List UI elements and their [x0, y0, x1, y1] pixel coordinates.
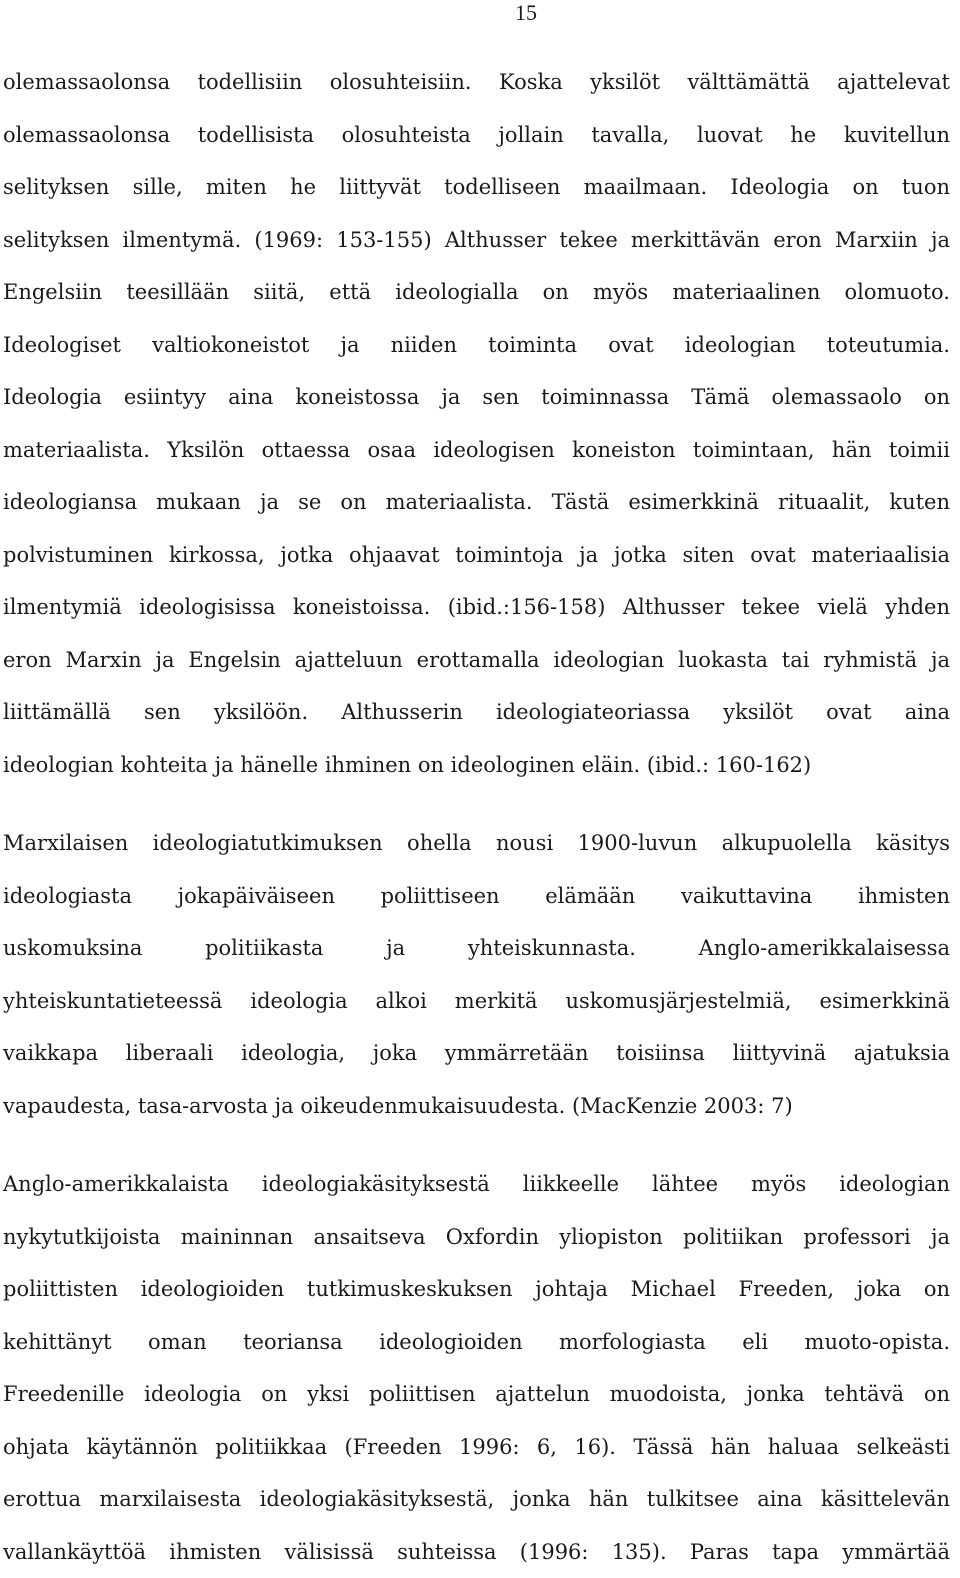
text-line: ilmentymiä ideologisissa koneistoissa. (ibid.:156-158) Althusser tekee vielä yhden	[3, 595, 950, 619]
text-line: Marxilaisen ideologiatutkimuksen ohella nousi 1900-luvun alkupuolella käsitys	[3, 831, 950, 855]
text-line: poliittisten ideologioiden tutkimuskeskuksen johtaja Michael Freeden, joka on	[3, 1277, 950, 1301]
text-line: Ideologiset valtiokoneistot ja niiden toiminta ovat ideologian toteutumia.	[3, 332, 950, 357]
page-number: 15	[515, 0, 537, 25]
paragraph-2	[3, 817, 950, 1132]
text-line: ideologiasta jokapäiväiseen poliittiseen elämään vaikuttavina ihmisten	[3, 883, 950, 908]
paragraph-gap	[3, 791, 950, 817]
text-line: vaikkapa liberaali ideologia, joka ymmärretään toisiinsa liittyvinä ajatuksia	[3, 1041, 950, 1065]
text-line: polvistuminen kirkossa, jotka ohjaavat toimintoja ja jotka siten ovat materiaalisia	[3, 542, 950, 567]
text-line: erottua marxilaisesta ideologiakäsityksestä, jonka hän tulkitsee aina käsittelevän	[3, 1487, 950, 1511]
text-line: olemassaolonsa todellisista olosuhteista jollain tavalla, luovat he kuvitellun	[3, 122, 950, 147]
text-line: eron Marxin ja Engelsin ajatteluun erottamalla ideologian luokasta tai ryhmistä ja	[3, 647, 950, 672]
paragraph-gap	[3, 1132, 950, 1158]
text-line: vapaudesta, tasa-arvosta ja oikeudenmukaisuudesta. (MacKenzie 2003: 7)	[3, 1093, 793, 1118]
text-line: nykytutkijoista maininnan ansaitseva Oxfordin yliopiston politiikan professori ja	[3, 1224, 950, 1249]
text-line: Freedenille ideologia on yksi poliittisen ajattelun muodoista, jonka tehtävä on	[3, 1382, 950, 1406]
text-line: ideologiansa mukaan ja se on materiaalista. Tästä esimerkkinä rituaalit, kuten	[3, 490, 950, 514]
text-line: olemassaolonsa todellisiin olosuhteisiin. Koska yksilöt välttämättä ajattelevat	[3, 70, 950, 94]
paragraph-3	[3, 1158, 950, 1578]
text-line: liittämällä sen yksilöön. Althusserin ideologiateoriassa yksilöt ovat aina	[3, 700, 950, 724]
text-line: kehittänyt oman teoriansa ideologioiden morfologiasta eli muoto-opista.	[3, 1329, 950, 1354]
text-line: selityksen ilmentymä. (1969: 153-155) Althusser tekee merkittävän eron Marxiin ja	[3, 227, 950, 252]
text-line: vallankäyttöä ihmisten välisissä suhteissa (1996: 135). Paras tapa ymmärtää	[3, 1539, 950, 1564]
paragraph-1	[3, 56, 950, 791]
text-line: Anglo-amerikkalaista ideologiakäsityksestä liikkeelle lähtee myös ideologian	[3, 1172, 950, 1196]
text-line: ohjata käytännön politiikkaa (Freeden 1996: 6, 16). Tässä hän haluaa selkeästi	[3, 1434, 950, 1459]
text-line: ideologian kohteita ja hänelle ihminen on ideologinen eläin. (ibid.: 160-162)	[3, 752, 812, 777]
text-line: Engelsiin teesillään siitä, että ideologialla on myös materiaalinen olomuoto.	[3, 280, 950, 304]
text-line: materiaalista. Yksilön ottaessa osaa ideologisen koneiston toimintaan, hän toimii	[3, 437, 950, 462]
text-line: uskomuksina politiikasta ja yhteiskunnasta. Anglo-amerikkalaisessa	[3, 936, 950, 960]
text-line: Ideologia esiintyy aina koneistossa ja sen toiminnassa Tämä olemassaolo on	[3, 385, 950, 409]
text-line: yhteiskuntatieteessä ideologia alkoi merkitä uskomusjärjestelmiä, esimerkkinä	[3, 988, 950, 1013]
document-body	[3, 56, 950, 1578]
text-line: selityksen sille, miten he liittyvät todelliseen maailmaan. Ideologia on tuon	[3, 175, 950, 199]
